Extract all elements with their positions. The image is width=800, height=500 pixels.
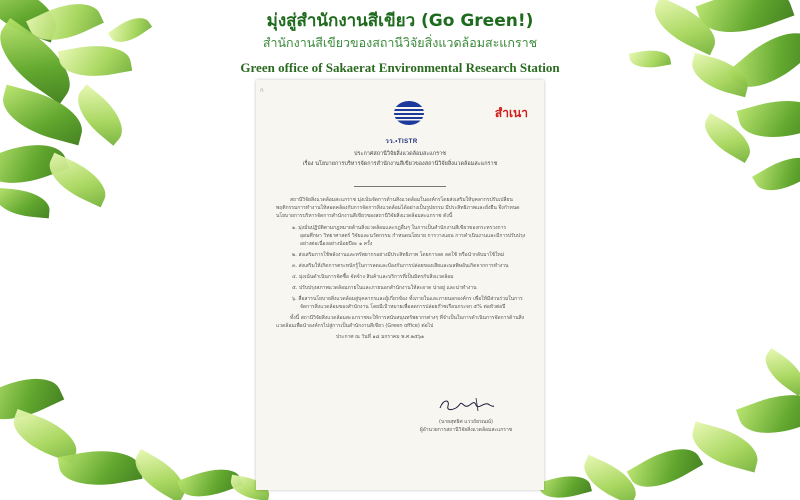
logo-text: วว.•TISTR [385, 139, 418, 145]
list-item: ๓. ส่งเสริมให้เกิดการตระหนักรู้ในการลดและป้องกันการปล่อยของเสียและมลพิษอันเกิดจากการทำงาน [292, 263, 509, 269]
signature-block [406, 396, 526, 434]
list-item: ๖. สื่อสารนโยบายสิ่งแวดล้อมสู่บุคลากรและผู้เกี่ยวข้อง ทั้งภายในและภายนอกองค์กร เพื่อให้มีส่วนร่วมในการจัดการสิ่งแวดล้อมของสำนักงาน โดยมีเป้าหมายเพื่อลดการปล่อยก๊าซเรือนกระจก ๕% ต่อหัวต่อปี [292, 296, 523, 310]
announcement-document [256, 80, 544, 490]
copy-stamp: สำเนา [494, 106, 528, 120]
announcement-body [276, 196, 526, 344]
policy-list [276, 224, 526, 311]
tistr-logo-icon [392, 100, 426, 126]
signer-title: ผู้อำนวยการสถานีวิจัยสิ่งแวดล้อมสะแกราช [419, 427, 513, 433]
divider [354, 186, 446, 187]
list-item: ๑. มุ่งมั่นปฏิบัติตามกฎหมายด้านสิ่งแวดล้อมและกฎอื่นๆ ในการเป็นสำนักงานสีเขียวของกระทรวงการอุดมศึกษา วิทยาศาสตร์ วิจัยและนวัตกรรม กำหนดนโยบาย การวางแผน การดำเนินงานและมีการปรับปรุงอย่างต่อเนื่องอย่างน้อยปีละ ๑ ครั้ง [292, 225, 526, 247]
announcement-date: ประกาศ ณ วันที่ ๑๘ มกราคม พ.ศ.๒๕๖๑ [336, 334, 425, 340]
signature-icon [436, 396, 496, 414]
announcement-title: ประกาศสถานีวิจัยสิ่งแวดล้อมสะแกราช [354, 151, 446, 157]
page-subtitle-english: Green office of Sakaerat Environmental Research Station [240, 60, 560, 75]
list-item: ๕. ปรับปรุงสภาพแวดล้อมภายในและภายนอกสำนักงานให้สะอาด น่าอยู่ และน่าทำงาน [292, 285, 477, 291]
announcement-subject: เรื่อง นโยบายการบริหารจัดการสำนักงานสีเขียวของสถานีวิจัยสิ่งแวดล้อมสะแกราช [302, 161, 498, 167]
corner-mark: ก [260, 87, 264, 94]
list-item: ๒. ส่งเสริมการใช้พลังงานและทรัพยากรอย่างมีประสิทธิภาพ โดยการลด ลดใช้ หรือนำกลับมาใช้ใหม่ [292, 252, 505, 258]
closing-paragraph: ทั้งนี้ สถานีวิจัยสิ่งแวดล้อมสะแกราชจะให้การสนับสนุนทรัพยากรต่างๆ ที่จำเป็นในการดำเนินการจัดการด้านสิ่งแวดล้อมเพื่อนำองค์กรไปสู่การเป็นสำนักงานสีเขียว (Green office) ต่อไป [276, 315, 525, 329]
page-header [0, 10, 800, 78]
list-item: ๔. มุ่งเน้นดำเนินการจัดซื้อ จัดจ้าง สินค้าและบริการที่เป็นมิตรกับสิ่งแวดล้อม [292, 274, 454, 280]
page-subtitle-thai: สำนักงานสีเขียวของสถานีวิจัยสิ่งแวดล้อมสะแกราช [262, 35, 538, 50]
intro-paragraph: สถานีวิจัยสิ่งแวดล้อมสะแกราช มุ่งเน้นจัดการด้านสิ่งแวดล้อมในองค์กรโดยส่งเสริมให้บุคลากรปรับเปลี่ยนพฤติกรรมการทำงานให้สอดคล้องกับการจัดการสิ่งแวดล้อมได้อย่างเป็นรูปธรรม มีประสิทธิภาพและยั่งยืน จึงกำหนดนโยบายการบริหารจัดการสำนักงานสีเขียวของสถานีวิจัยสิ่งแวดล้อมสะแกราช ดังนี้ [276, 197, 520, 219]
signer-name: (นายสุทธิศ แววถัยรณณ์) [439, 419, 493, 425]
page-title: มุ่งสู่สำนักงานสีเขียว (Go Green!) [266, 11, 534, 31]
